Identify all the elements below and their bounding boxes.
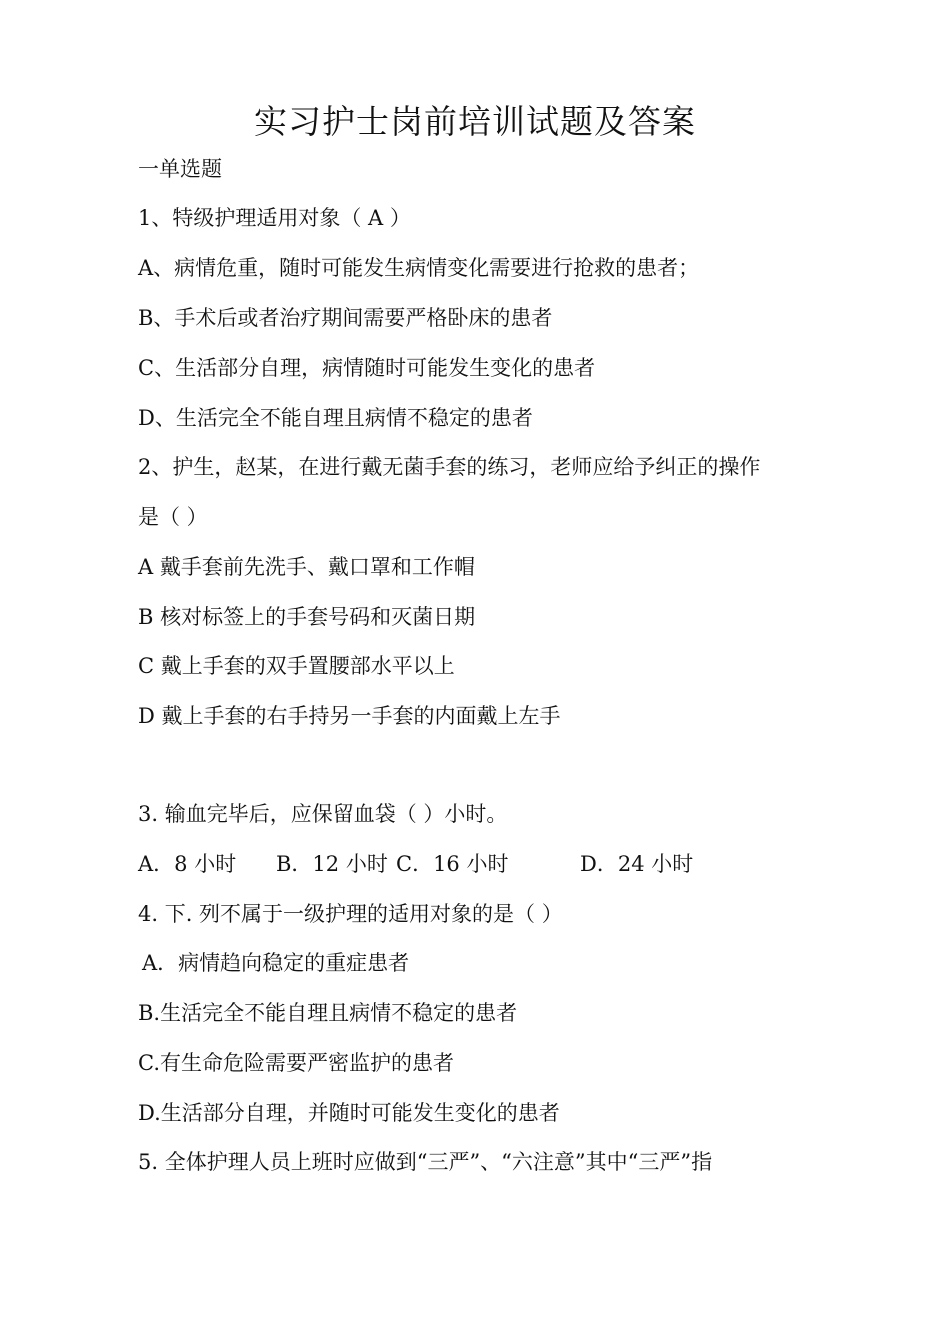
- question-3-option-d: D．24 小时: [580, 852, 694, 876]
- question-3-options: [138, 848, 838, 880]
- question-4-option-b: B.生活完全不能自理且病情不稳定的患者: [138, 1001, 518, 1025]
- question-2-option-a: A 戴手套前先洗手、戴口罩和工作帽: [138, 555, 475, 579]
- question-4-option-d: D.生活部分自理，并随时可能发生变化的患者: [138, 1101, 560, 1125]
- question-4-stem: 4. 下. 列不属于一级护理的适用对象的是（ ）: [138, 902, 563, 926]
- question-2-option-c: C 戴上手套的双手置腰部水平以上: [138, 654, 455, 678]
- question-5-stem: 5. 全体护理人员上班时应做到“三严”、“六注意”其中“三严”指: [138, 1150, 713, 1174]
- question-2-stem-line-1: 2、护生，赵某，在进行戴无菌手套的练习，老师应给予纠正的操作: [138, 455, 761, 479]
- document-title: 实习护士岗前培训试题及答案: [254, 102, 696, 141]
- question-3-option-c: C．16 小时: [396, 852, 509, 876]
- question-1-option-d: D、生活完全不能自理且病情不稳定的患者: [138, 406, 533, 430]
- question-4-option-a: A．病情趋向稳定的重症患者: [142, 951, 410, 975]
- question-2-stem-line-2: 是（ ）: [138, 505, 208, 529]
- question-4-option-c: C.有生命危险需要严密监护的患者: [138, 1051, 454, 1075]
- question-1-option-c: C、生活部分自理，病情随时可能发生变化的患者: [138, 356, 596, 380]
- question-2-option-b: B 核对标签上的手套号码和灭菌日期: [138, 605, 476, 629]
- section-heading: 一单选题: [138, 157, 222, 181]
- question-1-option-b: B、手术后或者治疗期间需要严格卧床的患者: [138, 306, 553, 330]
- question-2-option-d: D 戴上手套的右手持另一手套的内面戴上左手: [138, 704, 561, 728]
- question-3-option-b: B．12 小时: [276, 852, 388, 876]
- question-1-stem: 1、特级护理适用对象（ A ）: [138, 206, 411, 230]
- question-3-option-a: A．8 小时: [138, 852, 237, 876]
- question-3-stem: 3. 输血完毕后，应保留血袋（ ）小时。: [138, 802, 508, 826]
- question-1-option-a: A、病情危重，随时可能发生病情变化需要进行抢救的患者；: [138, 256, 700, 280]
